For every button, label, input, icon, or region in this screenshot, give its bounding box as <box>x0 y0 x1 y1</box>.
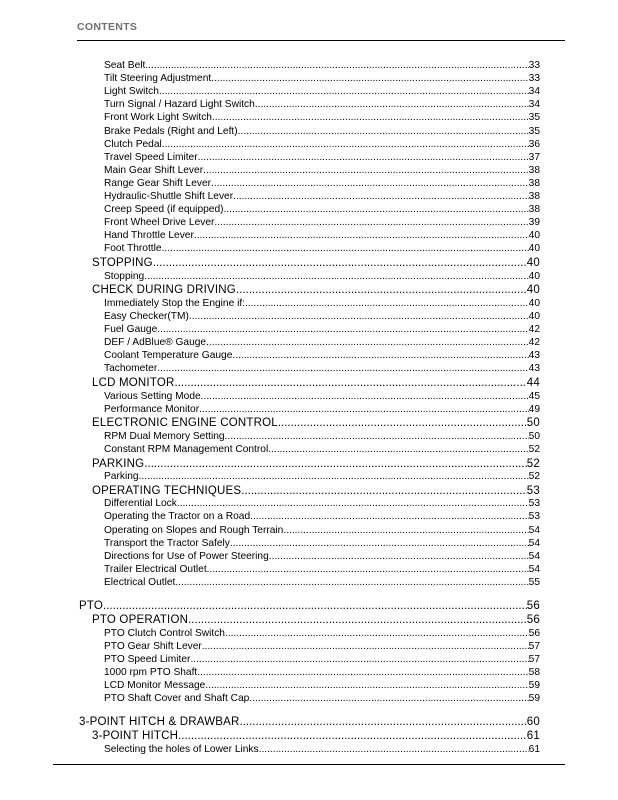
toc-entry[interactable] <box>104 524 540 537</box>
toc-entry-title: Operating on Slopes and Rough Terrain <box>104 524 284 536</box>
toc-entry[interactable] <box>104 362 540 375</box>
toc-dot-leader <box>212 111 529 124</box>
toc-entry[interactable] <box>104 430 540 443</box>
toc-dot-leader <box>207 563 529 576</box>
toc-entry[interactable] <box>104 72 540 85</box>
toc-entry-page-number: 42 <box>528 324 540 335</box>
toc-entry[interactable] <box>104 470 540 483</box>
toc-entry-title: 1000 rpm PTO Shaft <box>104 666 198 678</box>
toc-entry-title: Parking <box>104 471 139 483</box>
toc-entry-page-number: 45 <box>528 390 540 402</box>
toc-entry[interactable] <box>104 550 540 563</box>
toc-dot-leader <box>157 362 528 375</box>
toc-dot-leader <box>250 510 529 523</box>
toc-entry-page-number: 58 <box>528 666 540 678</box>
toc-entry[interactable] <box>104 59 540 72</box>
toc-dot-leader <box>259 743 529 756</box>
toc-entry[interactable] <box>104 653 540 666</box>
toc-entry-page-number: 33 <box>528 60 540 71</box>
toc-entry-title: PTO Gear Shift Lever <box>104 640 202 652</box>
toc-entry[interactable] <box>104 692 540 705</box>
toc-entry-page-number: 38 <box>528 164 540 176</box>
toc-entry-page-number: 57 <box>528 653 540 665</box>
toc-entry[interactable] <box>104 177 540 190</box>
page-header-title: CONTENTS <box>77 21 138 33</box>
toc-entry-title: Performance Monitor <box>104 403 200 415</box>
toc-entry-page-number: 53 <box>528 498 540 510</box>
toc-dot-leader <box>249 692 528 705</box>
footer-rule <box>53 764 565 765</box>
toc-entry-title: 3-POINT HITCH & DRAWBAR <box>79 716 240 728</box>
toc-entry-page-number: 40 <box>528 270 540 282</box>
toc-dot-leader <box>240 715 527 729</box>
toc-dot-leader <box>139 470 529 483</box>
toc-entry-title: DEF / AdBlue® Gauge <box>104 337 207 349</box>
toc-entry-title: LCD Monitor Message <box>104 679 206 691</box>
toc-dot-leader <box>197 666 528 679</box>
toc-entry-page-number: 42 <box>528 337 540 349</box>
toc-entry-page-number: 56 <box>528 627 540 639</box>
toc-dot-leader <box>189 310 529 323</box>
toc-entry-page-number: 34 <box>528 86 540 98</box>
toc-entry[interactable] <box>104 743 540 756</box>
toc-entry[interactable] <box>104 98 540 111</box>
toc-entry-title: 3-POINT HITCH <box>92 730 179 742</box>
toc-entry-page-number: 59 <box>528 693 540 704</box>
toc-entry-page-number: 60 <box>526 716 540 728</box>
toc-entry-title: Various Setting Mode <box>104 390 201 402</box>
toc-entry-title: PTO <box>79 599 104 612</box>
toc-entry-page-number: 52 <box>526 457 540 470</box>
toc-entry-page-number: 54 <box>528 537 540 549</box>
toc-entry-page-number: 54 <box>528 524 540 536</box>
toc-entry-page-number: 39 <box>528 217 540 229</box>
toc-dot-leader <box>153 256 527 270</box>
toc-entry-title: Front Work Light Switch <box>104 112 212 124</box>
toc-entry-page-number: 56 <box>526 613 540 626</box>
toc-dot-leader <box>144 457 526 471</box>
toc-entry-title: Transport the Tractor Safely <box>104 537 230 549</box>
toc-entry[interactable] <box>104 510 540 523</box>
toc-entry-page-number: 43 <box>528 350 540 362</box>
toc-entry-page-number: 40 <box>526 284 540 297</box>
toc-dot-leader <box>162 242 529 255</box>
toc-entry-page-number: 33 <box>528 73 540 85</box>
toc-dot-leader <box>157 323 528 336</box>
toc-entry-title: Immediately Stop the Engine if: <box>104 297 246 309</box>
toc-entry-title: Constant RPM Management Control <box>104 443 269 455</box>
toc-entry-title: Coolant Temperature Gauge <box>104 350 233 362</box>
toc-entry-page-number: 38 <box>528 204 540 216</box>
toc-entry-page-number: 54 <box>528 563 540 575</box>
toc-entry[interactable] <box>104 349 540 362</box>
toc-entry-title: ELECTRONIC ENGINE CONTROL <box>92 417 278 430</box>
toc-entry[interactable] <box>92 729 540 743</box>
toc-entry-title: Selecting the holes of Lower Links <box>104 743 259 755</box>
toc-entry-page-number: 57 <box>528 640 540 652</box>
toc-dot-leader <box>211 72 528 85</box>
toc-dot-leader <box>159 85 529 98</box>
toc-entry[interactable] <box>92 416 540 430</box>
toc-dot-leader <box>255 98 529 111</box>
toc-dot-leader <box>238 125 529 138</box>
toc-entry-title: Directions for Use of Power Steering <box>104 550 269 562</box>
toc-entry[interactable] <box>104 229 540 242</box>
toc-entry-title: Front Wheel Drive Lever <box>104 217 215 229</box>
toc-entry[interactable] <box>104 576 540 589</box>
toc-entry-title: Foot Throttle <box>104 243 162 255</box>
toc-entry-page-number: 56 <box>526 599 540 612</box>
toc-entry[interactable] <box>104 242 540 255</box>
toc-entry-title: Tachometer <box>104 363 158 375</box>
toc-dot-leader <box>162 138 529 151</box>
toc-entry-page-number: 61 <box>526 730 540 742</box>
toc-entry-title: STOPPING <box>92 257 153 269</box>
toc-entry[interactable] <box>104 310 540 323</box>
toc-dot-leader <box>283 524 528 537</box>
toc-entry-page-number: 61 <box>528 743 540 755</box>
toc-entry[interactable] <box>104 627 540 640</box>
toc-entry-page-number: 59 <box>528 679 540 691</box>
toc-entry-title: Travel Speed Limiter <box>104 151 198 163</box>
toc-entry-title: Hydraulic-Shuttle Shift Lever <box>104 191 234 202</box>
toc-entry[interactable] <box>104 323 540 336</box>
toc-entry[interactable] <box>104 164 540 177</box>
toc-entry-page-number: 40 <box>528 297 540 309</box>
toc-entry-page-number: 52 <box>528 443 540 455</box>
toc-entry-page-number: 34 <box>528 99 540 111</box>
toc-entry-title: Clutch Pedal <box>104 138 162 150</box>
toc-entry[interactable] <box>79 599 540 613</box>
toc-entry-title: OPERATING TECHNIQUES <box>92 484 242 497</box>
toc-entry-title: Operating the Tractor on a Road <box>104 511 251 523</box>
toc-entry-title: Creep Speed (if equipped) <box>104 204 224 216</box>
toc-entry[interactable] <box>104 679 540 692</box>
toc-dot-leader <box>194 229 529 242</box>
toc-entry[interactable] <box>92 457 540 471</box>
toc-entry-title: PTO OPERATION <box>92 613 189 626</box>
toc-dot-leader <box>202 640 529 653</box>
toc-entry-page-number: 49 <box>528 403 540 415</box>
toc-dot-leader <box>198 151 529 164</box>
toc-entry-page-number: 44 <box>526 376 540 389</box>
toc-entry-page-number: 40 <box>528 243 540 255</box>
toc-dot-leader <box>232 349 528 362</box>
toc-entry-page-number: 38 <box>528 177 540 189</box>
toc-dot-leader <box>177 497 529 510</box>
toc-dot-leader <box>236 283 527 297</box>
toc-entry[interactable] <box>92 256 540 270</box>
toc-entry-title: Turn Signal / Hazard Light Switch <box>104 99 255 111</box>
toc-dot-leader <box>190 653 528 666</box>
toc-entry-title: PTO Clutch Control Switch <box>104 627 225 639</box>
toc-dot-leader <box>225 627 529 640</box>
toc-entry-title: Trailer Electrical Outlet <box>104 563 207 575</box>
toc-entry-title: Tilt Steering Adjustment <box>104 73 212 85</box>
toc-dot-leader <box>175 576 528 589</box>
toc-entry-title: Fuel Gauge <box>104 324 158 335</box>
toc-entry[interactable] <box>104 297 540 310</box>
toc-entry[interactable] <box>104 270 540 283</box>
toc-dot-leader <box>278 416 527 430</box>
toc-entry[interactable] <box>104 151 540 164</box>
toc-dot-leader <box>205 679 528 692</box>
toc-entry[interactable] <box>104 111 540 124</box>
toc-entry-title: Main Gear Shift Lever <box>104 164 204 176</box>
toc-entry[interactable] <box>104 190 540 203</box>
toc-dot-leader <box>241 484 527 498</box>
toc-entry-page-number: 40 <box>528 310 540 322</box>
toc-entry[interactable] <box>92 613 540 627</box>
toc-entry-title: CHECK DURING DRIVING <box>92 284 236 297</box>
toc-entry-page-number: 43 <box>528 363 540 375</box>
toc-entry-page-number: 36 <box>528 138 540 150</box>
toc-entry-page-number: 50 <box>528 430 540 442</box>
toc-dot-leader <box>178 729 527 743</box>
toc-dot-leader <box>175 376 527 390</box>
toc-entry[interactable] <box>104 640 540 653</box>
toc-entry-title: Electrical Outlet <box>104 576 176 588</box>
toc-entry[interactable] <box>104 537 540 550</box>
toc-entry-page-number: 52 <box>528 471 540 483</box>
toc-entry-page-number: 35 <box>528 112 540 124</box>
toc-entry-page-number: 38 <box>528 191 540 202</box>
toc-dot-leader <box>225 430 529 443</box>
toc-entry-page-number: 40 <box>528 230 540 242</box>
toc-entry-title: Differential Lock <box>104 498 177 510</box>
toc-dot-leader <box>224 203 529 216</box>
toc-dot-leader <box>268 443 528 456</box>
toc-entry-title: Hand Throttle Lever <box>104 230 194 242</box>
toc-entry[interactable] <box>104 138 540 151</box>
toc-entry[interactable] <box>104 403 540 416</box>
toc-entry-title: PTO Speed Limiter <box>104 653 191 665</box>
toc-entry-page-number: 53 <box>526 484 540 497</box>
toc-dot-leader <box>211 177 529 190</box>
toc-entry[interactable] <box>104 666 540 679</box>
toc-dot-leader <box>206 336 529 349</box>
toc-entry-title: PARKING <box>92 457 145 470</box>
toc-entry[interactable] <box>104 85 540 98</box>
toc-entry[interactable] <box>104 203 540 216</box>
toc-entry-title: Range Gear Shift Lever <box>104 177 212 189</box>
toc-dot-leader <box>233 190 529 203</box>
toc-entry[interactable] <box>92 283 540 297</box>
toc-entry[interactable] <box>104 563 540 576</box>
toc-entry-page-number: 37 <box>528 151 540 163</box>
toc-entry-page-number: 50 <box>526 417 540 430</box>
toc-dot-leader <box>203 164 529 177</box>
toc-dot-leader <box>214 216 528 229</box>
toc-dot-leader <box>188 613 527 627</box>
toc-entry-title: LCD MONITOR <box>92 376 175 389</box>
toc-entry-title: Seat Belt <box>104 60 146 71</box>
toc-entry[interactable] <box>92 484 540 498</box>
toc-entry-title: Stopping <box>104 270 145 282</box>
toc-entry[interactable] <box>104 216 540 229</box>
toc-entry[interactable] <box>104 443 540 456</box>
toc-entry-title: Light Switch <box>104 86 159 98</box>
toc-entry[interactable] <box>104 497 540 510</box>
toc-entry-title: PTO Shaft Cover and Shaft Cap <box>104 693 250 704</box>
toc-entry[interactable] <box>92 376 540 390</box>
toc-dot-leader <box>144 270 528 283</box>
toc-dot-leader <box>245 297 529 310</box>
toc-entry-page-number: 35 <box>528 125 540 137</box>
toc-dot-leader <box>103 599 527 613</box>
toc-dot-leader <box>269 550 529 563</box>
toc-dot-leader <box>230 537 529 550</box>
toc-dot-leader <box>145 59 528 72</box>
toc-entry-page-number: 40 <box>526 257 540 269</box>
toc-entry[interactable] <box>104 390 540 403</box>
toc-entry-page-number: 53 <box>528 511 540 523</box>
toc-dot-leader <box>199 403 529 416</box>
toc-entry[interactable] <box>104 336 540 349</box>
toc-entry[interactable] <box>104 125 540 138</box>
toc-entry[interactable] <box>79 715 540 729</box>
toc-entry-title: Easy Checker(TM) <box>104 310 189 322</box>
toc-entry-title: Brake Pedals (Right and Left) <box>104 125 238 137</box>
toc-entry-page-number: 55 <box>528 576 540 588</box>
toc-entry-page-number: 54 <box>528 550 540 562</box>
toc-dot-leader <box>201 390 529 403</box>
toc-entry-title: RPM Dual Memory Setting <box>104 430 225 442</box>
